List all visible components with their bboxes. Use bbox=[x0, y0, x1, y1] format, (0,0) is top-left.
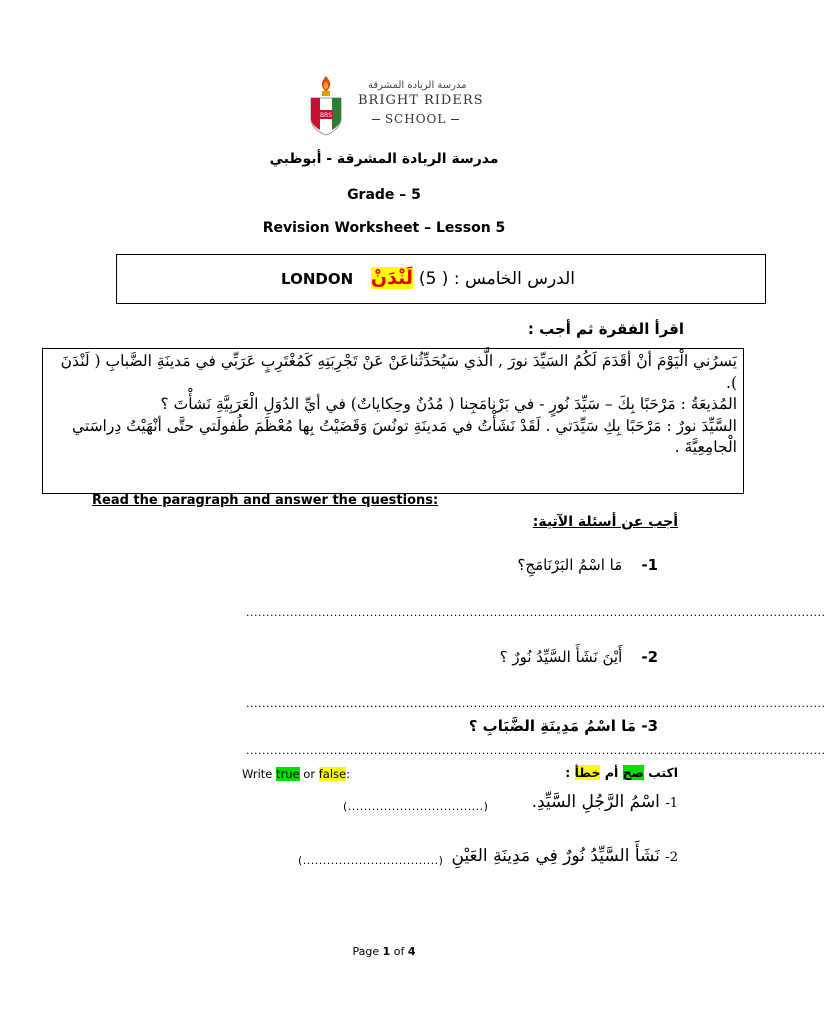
answer-line-2[interactable]: ................................................................................................................................................. bbox=[246, 697, 826, 710]
item-number: 1- bbox=[665, 796, 678, 811]
question-3 bbox=[469, 717, 658, 735]
paragraph-line-intro: يَسرُني الْيَوْمَ أنْ أقَدَمَ لَكُمُ السَيِّدَ نورَ , الَّذي سَيُحَدِّثُناعَنْ عَنْ تَجْرِبَتِهِ كَمُغْتَرِبٍ عَرَبِّي في مَدينَةِ الضَّبابِ ( لَنْدَنَ ). bbox=[60, 352, 737, 392]
question-number: 3- bbox=[641, 717, 658, 735]
question-number: 1- bbox=[641, 556, 658, 574]
truefalse-item-2 bbox=[451, 846, 678, 866]
read-instruction-arabic: اقرأ الفقرة ثم أجب : bbox=[527, 320, 684, 338]
item-text: نَشَأَ السَّيِّدُ نُورٌ فِي مَدِينَةِ العَيْنِ bbox=[451, 846, 660, 866]
question-text: أَيْنَ نَشَأَ السَّيِّدُ نُورٌ ؟ bbox=[499, 648, 623, 666]
truefalse-blank-2[interactable]: (..................................) bbox=[298, 854, 444, 867]
answer-line-3[interactable]: ................................................................................................................................................. bbox=[246, 744, 826, 757]
truefalse-blank-1[interactable]: (..................................) bbox=[343, 800, 489, 813]
page-total: 4 bbox=[407, 945, 416, 958]
paragraph-line-presenter: المُذيعَةُ : مَرْحَبًا بِكَ – سَيِّدَ نُورٍ - في بَرْنامَجِنا ( مُدُنٌ وحِكاياتٌ) في أيِّ الدُوَلِ الْعَرَبِيَّةِ نَشأْتَ ؟ bbox=[160, 395, 737, 413]
read-instruction-english: Read the paragraph and answer the questions: bbox=[92, 493, 439, 508]
logo-english-name: BRIGHT RIDERS bbox=[358, 93, 484, 108]
wrong-label-arabic: خطأ bbox=[574, 765, 601, 780]
paragraph-line-mr-noor: السَّيِّدَ نورٌ : مَرْحَبًا بِكِ سَيِّدَتي . لَقَدْ نَشَأْتُ في مَدينَةِ تونُسَ وَقَضَيْتُ بِها مُعْظَمَ طُفولَتي حتَّى أنْهَيْتُ دِراسَتي الْجامِعِيَّةَ . bbox=[71, 416, 737, 456]
lesson-title-box bbox=[116, 254, 766, 304]
worksheet-title: Revision Worksheet – Lesson 5 bbox=[262, 220, 506, 236]
lesson-title-line bbox=[281, 267, 575, 289]
lesson-label-arabic: الدرس الخامس : ( 5) bbox=[418, 269, 575, 289]
school-name-arabic: مدرسة الريادة المشرقة - أبوظبي bbox=[269, 151, 499, 167]
question-text: مَا اسْمُ البَرْنَامَجِ؟ bbox=[517, 556, 623, 574]
item-number: 2- bbox=[665, 850, 678, 865]
lesson-name-english: LONDON bbox=[281, 270, 354, 288]
correct-label-arabic: صح bbox=[622, 765, 644, 780]
true-label: true bbox=[276, 767, 300, 781]
school-crest-icon bbox=[306, 74, 346, 136]
answer-line-1[interactable]: ................................................................................................................................................. bbox=[246, 606, 826, 619]
question-2 bbox=[500, 648, 658, 666]
truefalse-instruction-english: Write true or false: bbox=[242, 767, 350, 781]
page-footer: Page 1 of 4 bbox=[352, 945, 416, 958]
school-logo bbox=[306, 74, 484, 136]
page-number: 1 bbox=[382, 945, 391, 958]
item-text: اسْمُ الرَّجُلِ السَّيِّدِ. bbox=[531, 792, 660, 812]
truefalse-item-1 bbox=[532, 792, 678, 812]
grade-label: Grade – 5 bbox=[347, 187, 421, 203]
reading-paragraph bbox=[42, 348, 744, 494]
answer-instruction-arabic: أجب عن أسئلة الآتية: bbox=[532, 514, 678, 530]
question-1 bbox=[517, 556, 658, 574]
logo-english-school: SCHOOL bbox=[372, 112, 459, 126]
question-number: 2- bbox=[641, 648, 658, 666]
lesson-name-arabic: لَنْدَنْ bbox=[370, 267, 413, 289]
truefalse-instruction-arabic: اكتب صح أم خطأ : bbox=[565, 765, 678, 780]
false-label: false bbox=[318, 767, 347, 781]
logo-arabic-name: مدرسة الريادة المشرقة bbox=[368, 80, 467, 91]
question-text: مَا اسْمُ مَدِينَةِ الضَّبَابِ ؟ bbox=[468, 717, 637, 735]
svg-text:BRS: BRS bbox=[319, 112, 333, 119]
